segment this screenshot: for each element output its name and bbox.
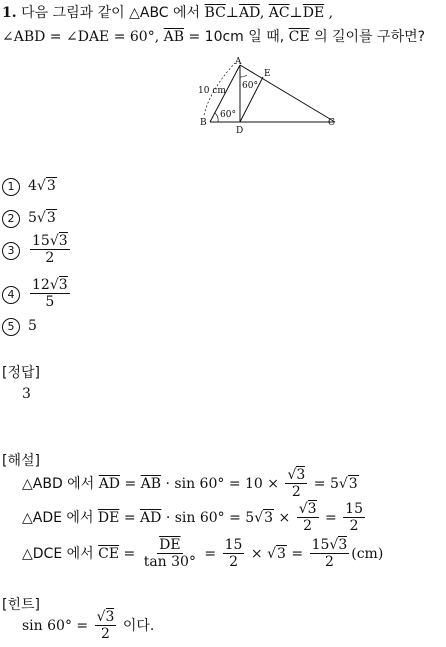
label-c: C [328,118,335,128]
solution-label: [해설] [2,453,40,469]
label-angle-b: 60° [220,110,236,120]
answer-label: [정답] [2,365,40,381]
choice-marker: 1 [2,178,20,196]
choice-2[interactable]: 2 5√3 [2,210,57,228]
problem-number: 1. [2,5,17,21]
solution-line-3: △DCE 에서 $\overline{CE}$ = $\frac{\overline{DE}}{\tan 30^\circ}$ = $\frac{15}{2}$ × √3 = $\frac{15√3}{2}$ (cm) [22,537,384,570]
solution-line-2: △ADE 에서 $\overline{DE} = \overline{AD} \cdot \sin 60^\circ = 5√3$ × $\frac{√3}{2}$ = $\frac{15}{2}$ [22,501,363,534]
hint-label: [힌트] [2,597,40,613]
label-b: B [200,118,207,128]
label-e: E [264,69,271,79]
triangle-diagram [190,55,350,135]
choice-marker: 3 [2,242,20,260]
label-side-ab: 10 cm [198,86,226,96]
choice-4[interactable]: 4 $\frac{12√3}{5}$ [2,278,72,310]
choice-1[interactable]: 1 4√3 [2,178,57,196]
hint-line: sin 60° = $\frac{√3}{2}$ 이다. [22,609,155,642]
answer-value: 3 [22,386,31,402]
problem-line-2: ∠ABD = ∠DAE = 60°, $\overline{AB} = 10cm$ 일 때, $\overline{CE}$ 의 길이를 구하면? [2,29,426,45]
choice-3[interactable]: 3 $\frac{15√3}{2}$ [2,234,72,266]
choice-5[interactable]: 5 5 [2,318,37,336]
problem-line-1: 1. 다음 그림과 같이 △ABC 에서 $\overline{BC}\perp\overline{AD}$, $\overline{AC}\perp\overline{DE}$ , [2,5,334,21]
angle-a-arc [240,75,247,77]
label-d: D [236,126,244,135]
label-a: A [235,57,242,67]
solution-line-1: △ABD 에서 $\overline{AD} = \overline{AB} \cdot \sin 60^\circ = 10$ × $\frac{√3}{2}$ = 5√3 [22,467,358,500]
angle-b-arc [215,113,218,122]
choice-marker: 4 [2,286,20,304]
label-angle-a: 60° [242,81,258,91]
choice-marker: 2 [2,210,20,228]
choice-marker: 5 [2,318,20,336]
